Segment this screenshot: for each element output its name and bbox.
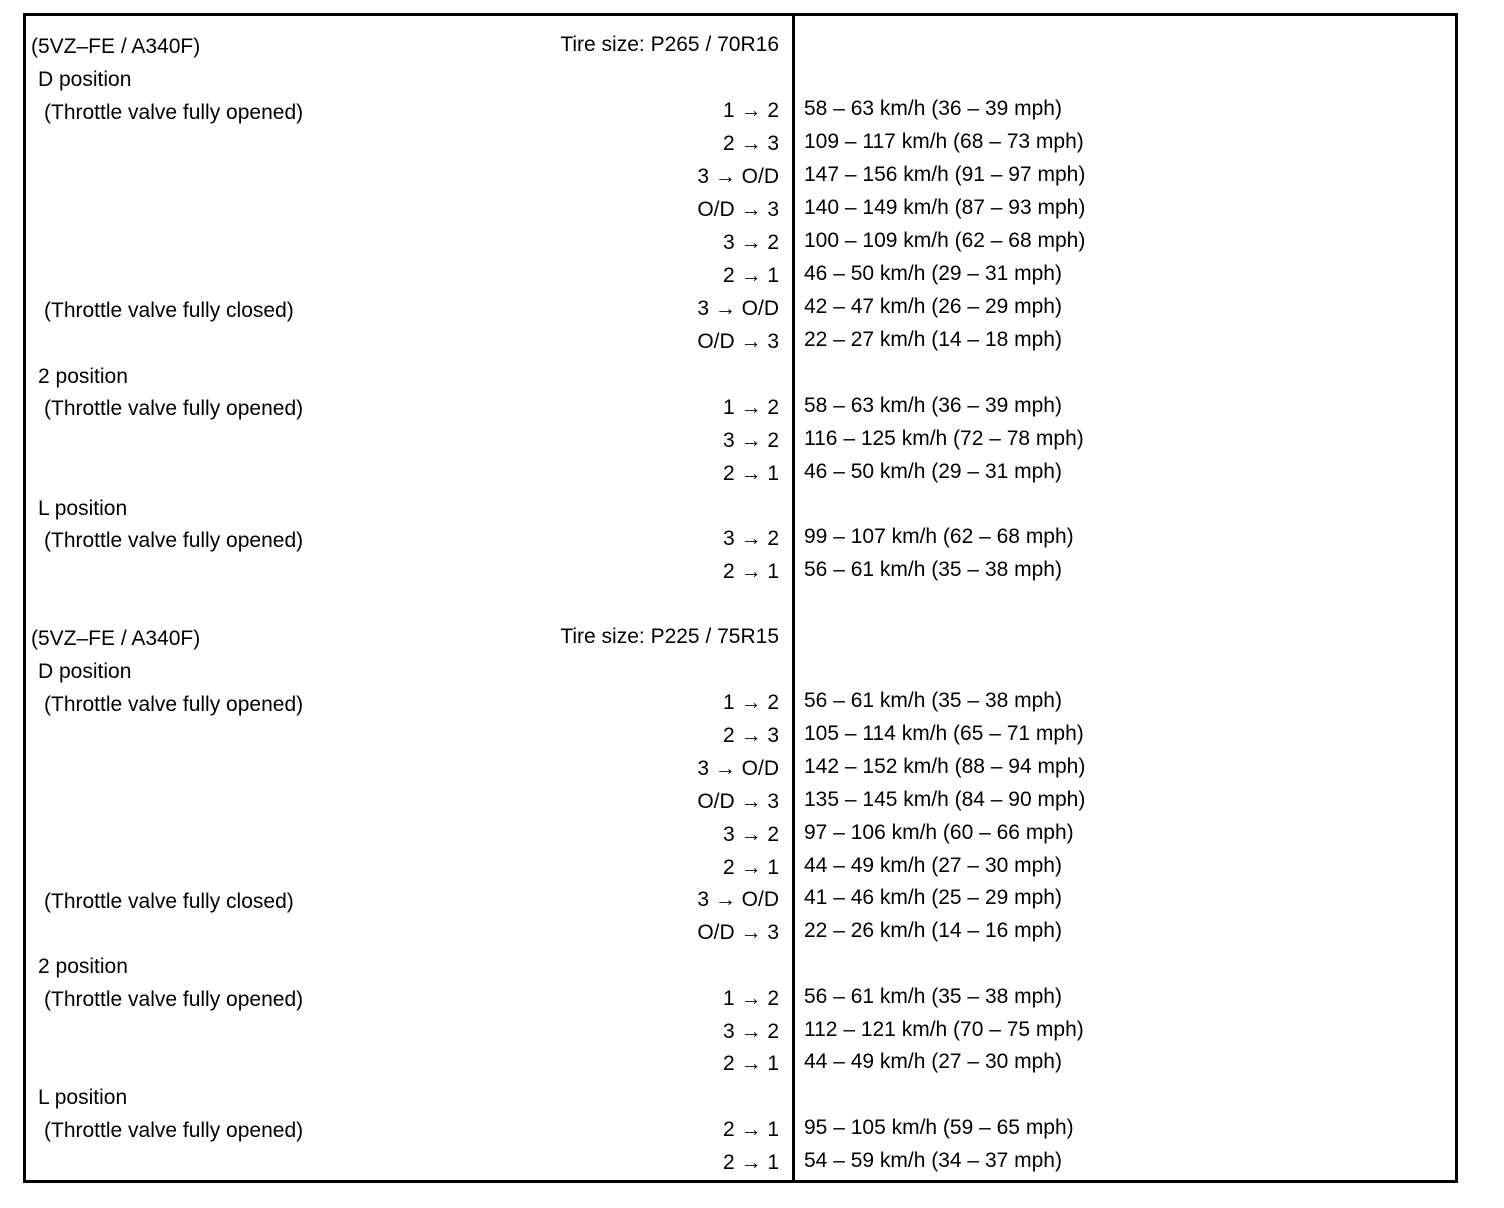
shift-label: 3 → O/D [697, 888, 779, 911]
position-heading: L position [38, 497, 128, 520]
position-heading: D position [38, 660, 132, 683]
shift-speed-value: 97 – 106 km/h (60 – 66 mph) [804, 821, 1074, 844]
shift-speed-value: 147 – 156 km/h (91 – 97 mph) [804, 163, 1086, 186]
shift-speed-value: 116 – 125 km/h (72 – 78 mph) [804, 427, 1084, 450]
shift-speed-value: 42 – 47 km/h (26 – 29 mph) [804, 295, 1062, 318]
shift-speed-value: 56 – 61 km/h (35 – 38 mph) [804, 558, 1062, 581]
shift-label: O/D → 3 [697, 790, 779, 813]
shift-label: 2 → 1 [722, 856, 779, 879]
shift-speed-value: 44 – 49 km/h (27 – 30 mph) [804, 854, 1062, 877]
shift-label: 3 → O/D [697, 757, 779, 780]
shift-speed-value: 95 – 105 km/h (59 – 65 mph) [804, 1116, 1074, 1139]
column-divider [792, 13, 795, 1183]
throttle-condition: (Throttle valve fully opened) [44, 988, 304, 1011]
shift-label: 3 → O/D [697, 165, 779, 188]
shift-speed-value: 41 – 46 km/h (25 – 29 mph) [804, 886, 1062, 909]
shift-label: 1 → 2 [722, 987, 779, 1010]
throttle-condition: (Throttle valve fully opened) [44, 529, 304, 552]
shift-speed-value: 22 – 27 km/h (14 – 18 mph) [804, 328, 1062, 351]
shift-label: 2 → 1 [722, 560, 779, 583]
shift-label: 2 → 1 [722, 1052, 779, 1075]
shift-label: 3 → 2 [722, 823, 779, 846]
shift-label: 3 → 2 [722, 1020, 779, 1043]
shift-speed-value: 140 – 149 km/h (87 – 93 mph) [804, 196, 1086, 219]
shift-speed-value: 112 – 121 km/h (70 – 75 mph) [804, 1018, 1084, 1041]
shift-label: 2 → 1 [722, 1151, 779, 1174]
shift-speed-value: 58 – 63 km/h (36 – 39 mph) [804, 97, 1062, 120]
shift-speed-value: 22 – 26 km/h (14 – 16 mph) [804, 919, 1062, 942]
shift-speed-value: 56 – 61 km/h (35 – 38 mph) [804, 689, 1062, 712]
shift-speed-value: 142 – 152 km/h (88 – 94 mph) [804, 755, 1086, 778]
shift-label: 2 → 1 [722, 1118, 779, 1141]
shift-label: 3 → 2 [722, 429, 779, 452]
shift-label: 2 → 3 [722, 724, 779, 747]
shift-label: 3 → O/D [697, 297, 779, 320]
shift-label: 3 → 2 [722, 231, 779, 254]
throttle-condition: (Throttle valve fully closed) [44, 299, 294, 322]
shift-speed-value: 58 – 63 km/h (36 – 39 mph) [804, 394, 1062, 417]
model-label: (5VZ–FE / A340F) [31, 35, 201, 58]
shift-speed-value: 56 – 61 km/h (35 – 38 mph) [804, 985, 1062, 1008]
throttle-condition: (Throttle valve fully opened) [44, 693, 304, 716]
throttle-condition: (Throttle valve fully opened) [44, 101, 304, 124]
model-label: (5VZ–FE / A340F) [31, 627, 201, 650]
shift-speed-value: 100 – 109 km/h (62 – 68 mph) [804, 229, 1086, 252]
shift-label: 2 → 3 [722, 132, 779, 155]
shift-speed-value: 135 – 145 km/h (84 – 90 mph) [804, 788, 1086, 811]
shift-speed-value: 54 – 59 km/h (34 – 37 mph) [804, 1149, 1062, 1172]
shift-label: 3 → 2 [722, 527, 779, 550]
tire-size-label: Tire size: P225 / 75R15 [560, 625, 779, 648]
throttle-condition: (Throttle valve fully opened) [44, 1119, 304, 1142]
shift-label: O/D → 3 [697, 330, 779, 353]
position-heading: D position [38, 68, 132, 91]
position-heading: L position [38, 1086, 128, 1109]
shift-speed-value: 46 – 50 km/h (29 – 31 mph) [804, 460, 1062, 483]
position-heading: 2 position [38, 365, 128, 388]
shift-label: 2 → 1 [722, 462, 779, 485]
throttle-condition: (Throttle valve fully closed) [44, 890, 294, 913]
throttle-condition: (Throttle valve fully opened) [44, 397, 304, 420]
tire-size-label: Tire size: P265 / 70R16 [560, 33, 779, 56]
shift-label: 1 → 2 [722, 691, 779, 714]
shift-speed-value: 105 – 114 km/h (65 – 71 mph) [804, 722, 1084, 745]
shift-label: O/D → 3 [697, 921, 779, 944]
position-heading: 2 position [38, 955, 128, 978]
shift-label: 1 → 2 [722, 99, 779, 122]
shift-speed-value: 99 – 107 km/h (62 – 68 mph) [804, 525, 1074, 548]
shift-label: 1 → 2 [722, 396, 779, 419]
shift-speed-value: 109 – 117 km/h (68 – 73 mph) [804, 130, 1084, 153]
shift-speed-value: 46 – 50 km/h (29 – 31 mph) [804, 262, 1062, 285]
shift-label: 2 → 1 [722, 264, 779, 287]
shift-label: O/D → 3 [697, 198, 779, 221]
shift-speed-value: 44 – 49 km/h (27 – 30 mph) [804, 1050, 1062, 1073]
